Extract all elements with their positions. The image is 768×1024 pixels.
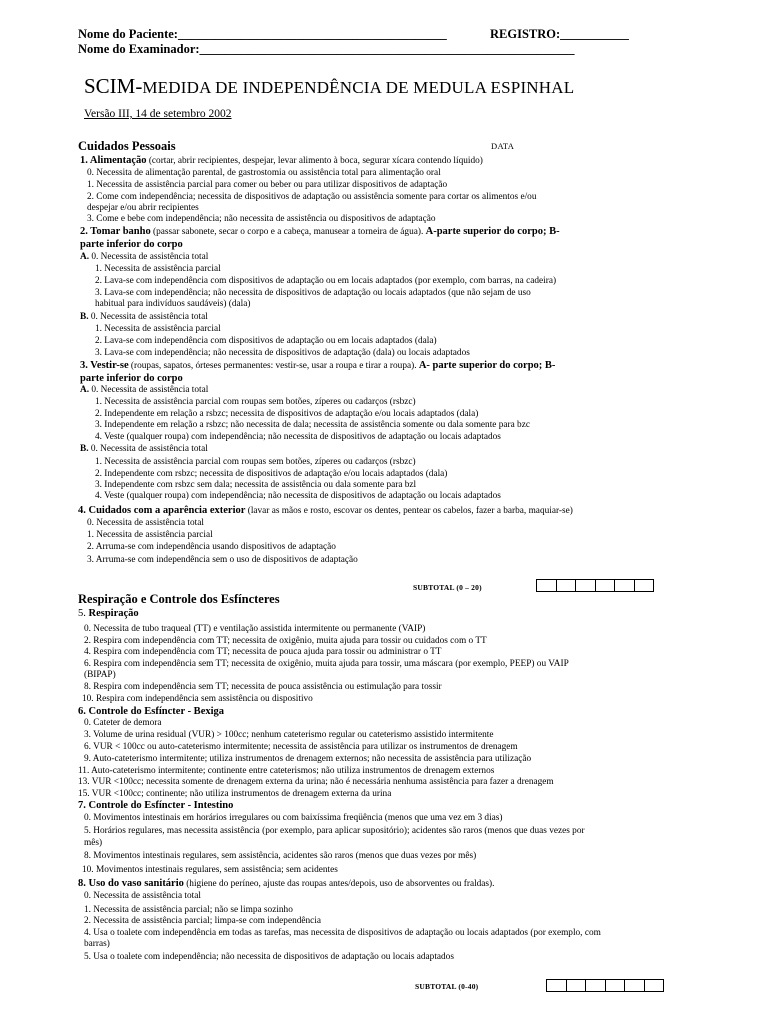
q2-title-text: 2. Tomar banho bbox=[80, 226, 151, 237]
q1-option-2-cont: despejar e/ou abrir recipientes bbox=[87, 203, 199, 213]
q2-b-option-3: 3. Lava-se com independência; não necessita de dispositivos de adaptação (dala) ou locais adaptados bbox=[95, 348, 470, 358]
subtotal-personal-care-label: SUBTOTAL (0 – 20) bbox=[413, 583, 482, 592]
q8-title bbox=[78, 878, 494, 889]
q5-option-10: 10. Respira com independência sem assistência ou dispositivo bbox=[82, 694, 313, 704]
subtotal-respiration-boxes[interactable] bbox=[546, 979, 664, 992]
q3-b-label: B. bbox=[80, 444, 89, 454]
q3-a-option-2: 2. Independente em relação a rsbzc; necessita de dispositivos de adaptação e/ou locais adaptados (dala) bbox=[95, 409, 479, 419]
q8-option-1: 1. Necessita de assistência parcial; não se limpa sozinho bbox=[84, 905, 293, 915]
q3-title bbox=[80, 360, 555, 371]
score-box[interactable] bbox=[586, 980, 606, 991]
subtotal-respiration-label: SUBTOTAL (0-40) bbox=[415, 982, 479, 991]
score-box[interactable] bbox=[557, 580, 577, 591]
q6-option-11: 11. Auto-cateterismo intermitente; continente entre cateterismos; não utiliza instrumentos de drenagem externos bbox=[78, 766, 495, 776]
section-personal-care-title: Cuidados Pessoais bbox=[78, 139, 176, 153]
score-box[interactable] bbox=[645, 980, 664, 991]
q6-option-9: 9. Auto-cateterismo intermitente; utiliza instrumentos de drenagem externos; não necessita de assistência para utilização bbox=[84, 754, 532, 764]
q8-title-text: 8. Uso do vaso sanitário bbox=[78, 878, 184, 889]
q2-title-line2: parte inferior do corpo bbox=[80, 239, 183, 250]
q5-number: 5. bbox=[78, 608, 89, 619]
q2-a-option-2: 2. Lava-se com independência com dispositivos de adaptação ou em locais adaptados (por exemplo, com barras, na cadeira) bbox=[95, 276, 557, 286]
q5-option-0: 0. Necessita de tubo traqueal (TT) e ventilação assistida intermitente ou permanente (VAIP) bbox=[84, 624, 426, 634]
q5-option-6-cont: (BIPAP) bbox=[84, 670, 116, 680]
q1-option-0: 0. Necessita de alimentação parental, de gastrostomia ou assistência total para alimentação oral bbox=[87, 168, 441, 178]
q7-title: 7. Controle do Esfíncter - Intestino bbox=[78, 800, 234, 811]
q6-option-15: 15. VUR <100cc; continente; não utiliza instrumentos de drenagem externa da urina bbox=[78, 789, 392, 799]
version-line: Versão III, 14 de setembro 2002 bbox=[84, 108, 232, 120]
q2-b-option-0 bbox=[80, 312, 208, 323]
q5-option-8: 8. Respira com independência sem TT; necessita de pouca assistência ou estimulação para tossir bbox=[84, 682, 442, 692]
q7-option-0: 0. Movimentos intestinais em horários irregulares ou com baixíssima freqüência (menos que uma vez em 3 dias) bbox=[84, 813, 503, 823]
q3-b-option-3: 3. Independente com rsbzc sem dala; necessita de assistência ou dala somente para bzl bbox=[95, 480, 417, 490]
q1-subtitle: (cortar, abrir recipientes, despejar, levar alimento à boca, segurar xícara contendo líquido) bbox=[146, 156, 483, 166]
q2-a-option-0 bbox=[80, 252, 208, 263]
q3-b-option-0-text: 0. Necessita de assistência total bbox=[88, 444, 208, 454]
q5-option-4: 4. Respira com independência com TT; necessita de pouca ajuda para tossir ou administrar o TT bbox=[84, 647, 442, 657]
q3-b-option-1: 1. Necessita de assistência parcial com roupas sem botões, zíperes ou cadarços (rsbzc) bbox=[95, 457, 416, 467]
q3-b-option-2: 2. Independente com rsbzc; necessita de dispositivos de adaptação e/ou locais adaptados (dala) bbox=[95, 469, 448, 479]
score-box[interactable] bbox=[567, 980, 587, 991]
page-title bbox=[84, 74, 574, 99]
q2-a-option-3: 3. Lava-se com independência; não necessita de dispositivos de adaptação ou locais adaptados (que não sejam de uso bbox=[95, 288, 531, 298]
examiner-name-field[interactable]: Nome do Examinador:____________________________________________________________ bbox=[78, 42, 575, 56]
subtotal-personal-care-boxes[interactable] bbox=[536, 579, 654, 592]
q8-option-4: 4. Usa o toalete com independência em todas as tarefas, mas necessita de dispositivos de adaptação ou locais adaptados (por exemplo, com bbox=[84, 928, 601, 938]
score-box[interactable] bbox=[547, 980, 567, 991]
q2-b-option-1: 1. Necessita de assistência parcial bbox=[95, 324, 221, 334]
score-box[interactable] bbox=[606, 980, 626, 991]
q5-option-2: 2. Respira com independência com TT; necessita de oxigênio, muita ajuda para tossir ou cuidados com o TT bbox=[84, 636, 487, 646]
registro-field[interactable]: REGISTRO:___________ bbox=[490, 27, 629, 41]
q4-option-3: 3. Arruma-se com independência sem o uso de dispositivos de adaptação bbox=[87, 555, 358, 565]
q4-title-text: 4. Cuidados com a aparência exterior bbox=[78, 505, 246, 516]
q2-subtitle: (passar sabonete, secar o corpo e a cabeça, manusear a torneira de água). bbox=[150, 227, 426, 237]
q2-b-label: B. bbox=[80, 312, 89, 322]
q2-part-a: A-parte superior do corpo; B- bbox=[425, 226, 560, 237]
q6-title: 6. Controle do Esfíncter - Bexiga bbox=[78, 706, 225, 717]
q3-part-a: A- parte superior do corpo; B- bbox=[418, 360, 556, 371]
q1-title bbox=[80, 155, 483, 166]
q3-b-option-4: 4. Veste (qualquer roupa) com independência; não necessita de dispositivos de adaptação ou locais adaptados bbox=[95, 491, 501, 501]
q3-a-label: A. bbox=[80, 385, 90, 395]
q2-a-option-0-text: 0. Necessita de assistência total bbox=[89, 252, 209, 262]
q3-a-option-0 bbox=[80, 385, 208, 396]
title-rest: MEDIDA DE INDEPENDÊNCIA DE MEDULA ESPINHAL bbox=[142, 78, 575, 97]
patient-name-field[interactable]: Nome do Paciente:___________________________________________ bbox=[78, 27, 447, 41]
q6-option-6: 6. VUR < 100cc ou auto-cateterismo intermitente; necessita de assistência para utilizar os instrumentos de drenagem bbox=[84, 742, 518, 752]
score-box[interactable] bbox=[596, 580, 616, 591]
q3-title-line2: parte inferior do corpo bbox=[80, 373, 183, 384]
q8-option-5: 5. Usa o toalete com independência; não necessita de dispositivos de adaptação ou locais adaptados bbox=[84, 952, 454, 962]
q8-option-2: 2. Necessita de assistência parcial; limpa-se com independência bbox=[84, 916, 321, 926]
q5-option-6: 6. Respira com independência sem TT; necessita de oxigênio, muita ajuda para tossir, uma máscara (por exemplo, PEEP) ou VAIP bbox=[84, 659, 569, 669]
score-box[interactable] bbox=[615, 580, 635, 591]
q6-option-0: 0. Cateter de demora bbox=[84, 718, 162, 728]
q7-option-5: 5. Horários regulares, mas necessita assistência (por exemplo, para aplicar supositório); acidentes são raros (menos que duas vezes por bbox=[84, 826, 585, 836]
q5-title bbox=[78, 608, 139, 619]
score-box[interactable] bbox=[576, 580, 596, 591]
q4-option-1: 1. Necessita de assistência parcial bbox=[87, 530, 213, 540]
q3-a-option-1: 1. Necessita de assistência parcial com roupas sem botões, zíperes ou cadarços (rsbzc) bbox=[95, 397, 416, 407]
score-box[interactable] bbox=[635, 580, 654, 591]
q4-title bbox=[78, 505, 573, 516]
q7-option-8: 8. Movimentos intestinais regulares, sem assistência, acidentes são raros (menos que duas vezes por mês) bbox=[84, 851, 477, 861]
q3-a-option-0-text: 0. Necessita de assistência total bbox=[89, 385, 209, 395]
q4-option-0: 0. Necessita de assistência total bbox=[87, 518, 204, 528]
date-label: DATA bbox=[491, 141, 515, 151]
score-box[interactable] bbox=[625, 980, 645, 991]
q8-option-4-cont: barras) bbox=[84, 939, 110, 949]
q1-option-1: 1. Necessita de assistência parcial para comer ou beber ou para utilizar dispositivos de adaptação bbox=[87, 180, 448, 190]
q3-a-option-4: 4. Veste (qualquer roupa) com independência; não necessita de dispositivos de adaptação ou locais adaptados bbox=[95, 432, 501, 442]
q2-a-option-1: 1. Necessita de assistência parcial bbox=[95, 264, 221, 274]
q5-title-text: Respiração bbox=[88, 608, 139, 619]
q7-option-10: 10. Movimentos intestinais regulares, sem assistência; sem acidentes bbox=[82, 865, 338, 875]
q3-title-text: 3. Vestir-se bbox=[80, 360, 129, 371]
score-box[interactable] bbox=[537, 580, 557, 591]
q4-subtitle: (lavar as mãos e rosto, escovar os dentes, pentear os cabelos, fazer a barba, maquiar-se) bbox=[245, 506, 573, 516]
q2-a-label: A. bbox=[80, 252, 90, 262]
q1-title-text: 1. Alimentação bbox=[80, 155, 147, 166]
q3-b-option-0 bbox=[80, 444, 208, 455]
q3-subtitle: (roupas, sapatos, órteses permanentes: vestir-se, usar a roupa e tirar a roupa). bbox=[128, 361, 419, 371]
q7-option-5-cont: mês) bbox=[84, 838, 103, 848]
q1-option-2: 2. Come com independência; necessita de dispositivos de adaptação ou assistência somente para cortar os alimentos e/ou bbox=[87, 192, 537, 202]
q8-subtitle: (higiene do períneo, ajuste das roupas antes/depois, uso de absorventes ou fraldas). bbox=[183, 879, 495, 889]
q8-option-0: 0. Necessita de assistência total bbox=[84, 891, 201, 901]
q4-option-2: 2. Arruma-se com independência usando dispositivos de adaptação bbox=[87, 542, 336, 552]
q1-option-3: 3. Come e bebe com independência; não necessita de assistência ou dispositivos de adaptação bbox=[87, 214, 436, 224]
q2-b-option-2: 2. Lava-se com independência com dispositivos de adaptação ou em locais adaptados (dala) bbox=[95, 336, 437, 346]
title-prefix: SCIM- bbox=[84, 74, 143, 98]
q6-option-13: 13. VUR <100cc; necessita somente de drenagem externa da urina; não é necessária nenhuma assistência para fazer a drenagem bbox=[78, 777, 554, 787]
q2-title bbox=[80, 226, 560, 237]
q3-a-option-3: 3. Independente em relação a rsbzc; não necessita de dala; necessita de assistência somente ou dala somente para bzc bbox=[95, 420, 530, 430]
q2-a-option-3-cont: habitual para indivíduos saudáveis) (dala) bbox=[95, 299, 251, 309]
section-respiration-title: Respiração e Controle dos Esfíncteres bbox=[78, 592, 280, 606]
q6-option-3: 3. Volume de urina residual (VUR) > 100cc; nenhum cateterismo regular ou cateterismo assistido intermitente bbox=[84, 730, 494, 740]
q2-b-option-0-text: 0. Necessita de assistência total bbox=[88, 312, 208, 322]
